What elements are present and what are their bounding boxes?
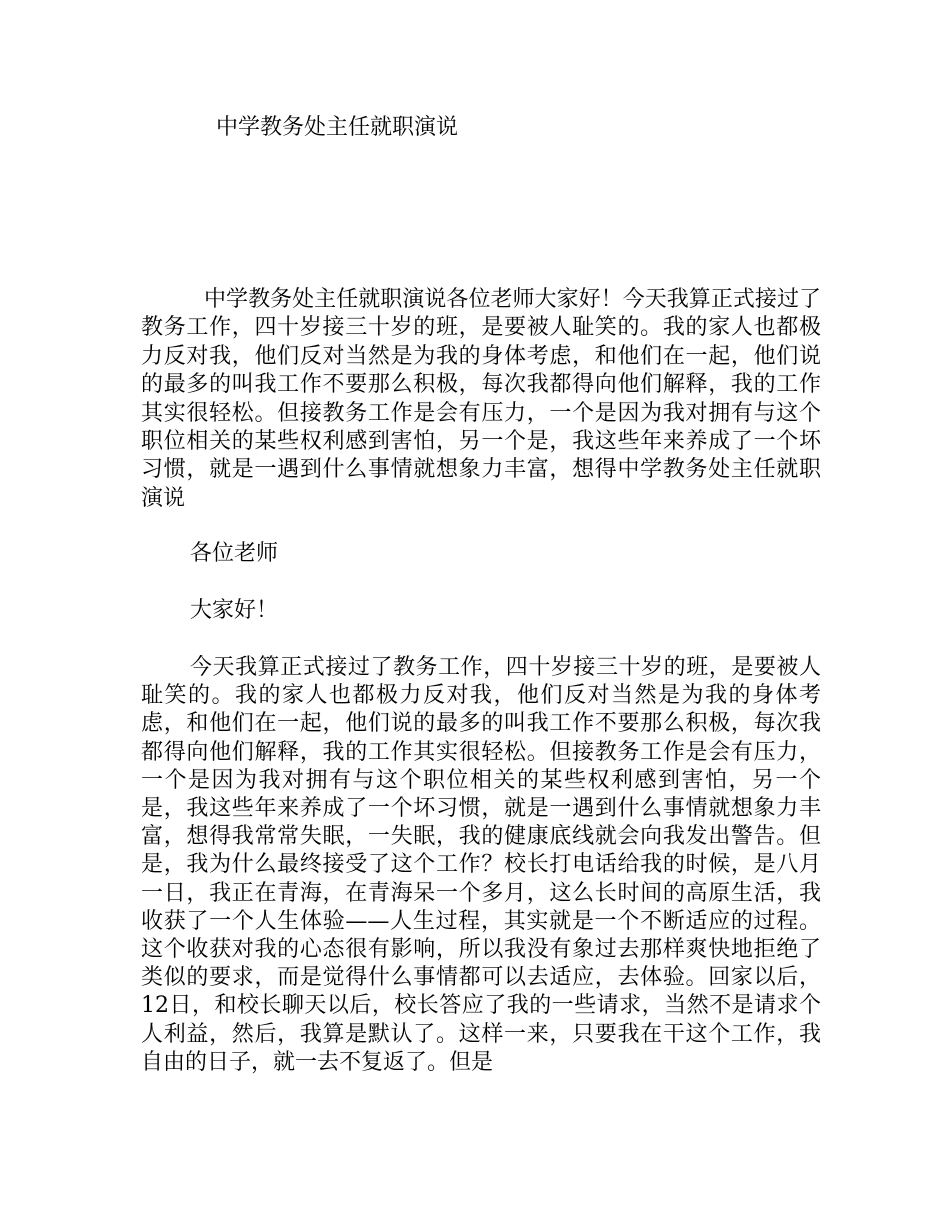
document-title: 中学教务处主任就职演说: [216, 115, 459, 140]
greeting: 大家好！: [190, 598, 279, 623]
salutation: 各位老师: [190, 541, 279, 566]
body-paragraph: 今天我算正式接过了教务工作，四十岁接三十岁的班，是要被人耻笑的。我的家人也都极力反对我，他们反对当然是为我的身体考虑，和他们在一起，他们说的最多的叫我工作不要那么积极，每次我都得向他们解释，我的工作其实很轻松。但接教务工作是会有压力，一个是因为我对拥有与这个职位相关的某些权利感到害怕，另一个是，我这些年来养成了一个坏习惯，就是一遇到什么事情就想象力丰富，想得我常常失眠，一失眠，我的健康底线就会向我发出警告。但是，我为什么最终接受了这个工作？校长打电话给我的时候，是八月一日，我正在青海，在青海呆一个多月，这么长时间的高原生活，我收获了一个人生体验——人生过程，其实就是一个不断适应的过程。这个收获对我的心态很有影响，所以我没有象过去那样爽快地拒绝了类似的要求，而是觉得什么事情都可以去适应，去体验。回家以后，12日，和校长聊天以后，校长答应了我的一些请求，当然不是请求个人利益，然后，我算是默认了。这样一来，只要我在干这个工作，我自由的日子，就一去不复返了。但是: [141, 655, 821, 1075]
summary-paragraph: 中学教务处主任就职演说各位老师大家好！今天我算正式接过了教务工作，四十岁接三十岁的班，是要被人耻笑的。我的家人也都极力反对我，他们反对当然是为我的身体考虑，和他们在一起，他们说的最多的叫我工作不要那么积极，每次我都得向他们解释，我的工作其实很轻松。但接教务工作是会有压力，一个是因为我对拥有与这个职位相关的某些权利感到害怕，另一个是，我这些年来养成了一个坏习惯，就是一遇到什么事情就想象力丰富，想得中学教务处主任就职演说: [141, 287, 821, 511]
